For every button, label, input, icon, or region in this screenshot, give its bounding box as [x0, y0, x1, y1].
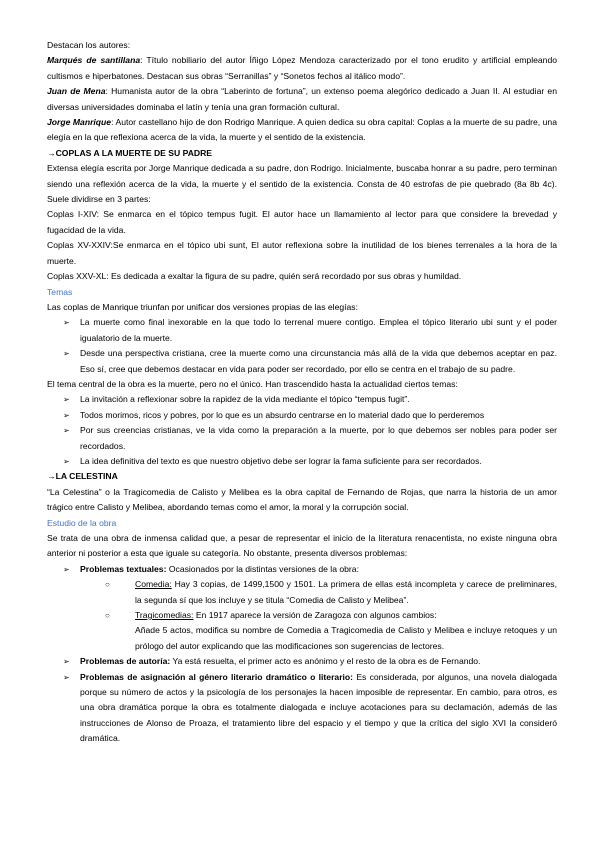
arrow-bullet-icon: ➢ — [63, 564, 70, 574]
coplas-part-3: Coplas XXV-XL: Es dedicada a exaltar la figura de su padre, quién será recordado por sus obras y humildad. — [47, 271, 462, 282]
coplas-heading: →COPLAS A LA MUERTE DE SU PADRE — [47, 147, 213, 158]
arrow-bullet-icon: ➢ — [63, 318, 70, 328]
themes-list — [47, 392, 557, 469]
authors-intro: Destacan los autores: — [47, 40, 131, 50]
author-text: : Autor castellano hijo de don Rodrigo Manrique. A quien dedica su obra capital: Coplas a la muerte de su padre, una elegía en la que reflexiona acerca de la vida, la muerte y el sentido de la existencia. — [47, 117, 557, 143]
arrow-bullet-icon: ➢ — [63, 395, 70, 405]
arrow-bullet-icon: ➢ — [63, 657, 70, 667]
list-item: ➢ La invitación a reflexionar sobre la rapidez de la vida mediante el tópico “tempus fugit”. — [47, 392, 557, 407]
estudio-intro: Se trata de una obra de inmensa calidad que, a pesar de representar el inicio de la literatura renacentista, no existe ninguna obra anterior ni posterior a esta que iguale su categoría. No obstante, presenta diversos problemas: — [47, 533, 557, 559]
author-manrique — [47, 115, 557, 146]
circle-bullet-icon: ○ — [105, 580, 110, 590]
estudio-heading: Estudio de la obra — [47, 517, 117, 528]
list-item: ➢ Todos morimos, ricos y pobres, por lo que es un absurdo centrarse en lo material dado que lo perderemos — [47, 408, 557, 423]
author-name: Marqués de santillana — [47, 55, 141, 66]
document-page — [47, 38, 557, 747]
central-theme: El tema central de la obra es la muerte, pero no el único. Han trascendido hasta la actualidad ciertos temas: — [47, 378, 458, 389]
author-name: Jorge Manrique — [47, 117, 112, 128]
list-item: ➢ La muerte como final inexorable en la que todo lo terrenal muere contigo. Emplea el tópico literario ubi sunt y el poder igualatorio de la muerte. — [63, 317, 557, 343]
list-item: ➢ Por sus creencias cristianas, ve la vida como la preparación a la muerte, por lo que debemos ser nobles para poder ser recordados. — [63, 425, 557, 451]
author-text: : Humanista autor de la obra “Laberinto de fortuna”, un extenso poema alegórico dedicado a Juan II. Al estudiar en diversas universidades dominaba el latín y tenía una gran formación cultural. — [47, 86, 557, 112]
author-name: Juan de Mena — [47, 86, 106, 97]
list-item: ➢ La idea definitiva del texto es que nuestro objetivo debe ser lograr la fama suficiente para ser recordados. — [47, 454, 557, 469]
arrow-bullet-icon: ➢ — [63, 672, 70, 682]
celestina-intro: “La Celestina” o la Tragicomedia de Calisto y Melibea es la obra capital de Fernando de Rojas, que narra la historia de un amor trágico entre Calisto y Melibea, abordando temas como el amor, la moral y la corrupción social. — [47, 486, 557, 513]
versions-list — [47, 315, 557, 377]
celestina-heading: →LA CELESTINA — [47, 471, 118, 482]
author-text: : Título nobiliario del autor Íñigo López Mendoza caracterizado por el tono erudito y artificial empleando cultismos e hiperbatones. Destacan sus obras “Serranillas” y “Sonetos fechos al itálico modo”. — [47, 55, 557, 81]
tragicomedias-detail: Añade 5 actos, modifica su nombre de Comedia a Tragicomedia de Calisto y Melibea e incluye retoques y un prólogo del autor explicando que las modificaciones son sugerencias de lectores. — [135, 625, 557, 651]
author-santillana — [47, 53, 557, 84]
coplas-part-2: Coplas XV-XXIV:Se enmarca en el tópico ubi sunt, El autor reflexiona sobre la inutilidad de los bienes terrenales a la hora de la muerte. — [47, 240, 557, 266]
temas-intro: Las coplas de Manrique triunfan por unificar dos versiones propias de las elegías: — [47, 301, 358, 312]
list-item: ➢ Problemas de autoría: Ya está resuelta, el primer acto es anónimo y el resto de la obra es de Fernando. — [47, 654, 557, 669]
list-item: ➢ Desde una perspectiva cristiana, cree la muerte como una circunstancia más allá de la vida que debemos aceptar en paz. Eso sí, cree que debemos destacar en vida para poder ser recordado, por ello se centra en el trabajo de su padre. — [63, 348, 557, 374]
arrow-bullet-icon: ➢ — [63, 456, 70, 466]
coplas-intro: Extensa elegía escrita por Jorge Manrique dedicada a su padre, don Rodrigo. Inicialmente, buscaba honrar a su padre, pero terminan siendo una reflexión acerca de la vida, la muerte y el sentido de la existencia. Consta de 40 estrofas de pie quebrado (8a 8b 4c). Suele dividirse en 3 partes: — [47, 163, 557, 205]
list-item: ○ Tragicomedias: En 1917 aparece la versión de Zaragoza con algunos cambios: Añade 5 actos, modifica su nombre de Comedia a Tragicomedia de Calisto y Melibea e incluye retoques y un prólogo del autor explicando que las modificaciones son sugerencias de lectores. — [105, 610, 557, 651]
author-mena — [47, 84, 557, 115]
list-item: ➢ Problemas textuales: Ocasionados por la distintas versiones de la obra: — [47, 562, 557, 577]
circle-bullet-icon: ○ — [105, 611, 110, 621]
arrow-bullet-icon: ➢ — [63, 426, 70, 436]
arrow-bullet-icon: ➢ — [63, 349, 70, 359]
temas-heading: Temas — [47, 286, 73, 297]
problems-list — [47, 562, 557, 747]
list-item: ○ Comedia: Hay 3 copias, de 1499,1500 y 1501. La primera de ellas está incompleta y carece de preliminares, la segunda sí que los incluye y se titula “Comedia de Calisto y Melibea”. — [105, 579, 557, 605]
arrow-icon: → — [47, 471, 56, 482]
coplas-part-1: Coplas I-XIV: Se enmarca en el tópico tempus fugit. El autor hace un llamamiento al lector para que considere la brevedad y fugacidad de la vida. — [47, 209, 557, 235]
arrow-icon: → — [47, 147, 56, 158]
list-item: ➢ Problemas de asignación al género literario dramático o literario: Es considerada, por algunos, una novela dialogada porque su número de actos y la psicología de los personajes la hacen imposible de representar. En cambio, para otros, es una obra dramática porque la obra es totalmente dialogada e incluye acotaciones para su declamación, además de las instrucciones de Alonso de Proaza, el tratamiento libre del espacio y el tiempo y que la crítica del siglo XVI la consideró dramática. — [63, 671, 557, 744]
arrow-bullet-icon: ➢ — [63, 410, 70, 420]
